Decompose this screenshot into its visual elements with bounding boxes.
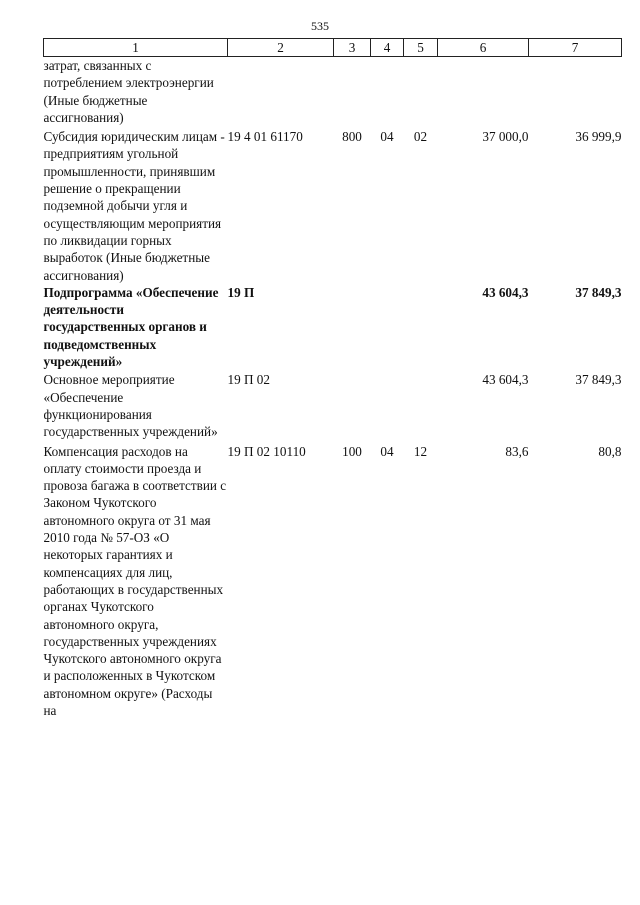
row-pr: 02 [413, 129, 428, 145]
column-header: 5 [404, 39, 438, 57]
row-pr: 12 [413, 443, 428, 459]
row-vr [334, 57, 371, 127]
column-header: 3 [334, 39, 371, 57]
row-pr [404, 57, 438, 127]
row-code: 19 П 02 [227, 372, 270, 388]
column-header: 2 [228, 39, 334, 57]
budget-table [43, 38, 622, 719]
row-name: Подпрограмма «Обеспечение деятельности государственных органов и подведомственных учреждений» [43, 284, 219, 370]
row-pr [404, 370, 438, 440]
row-sum-executed: 37 849,3 [575, 372, 622, 388]
row-code [228, 57, 334, 127]
row-sum-approved: 37 000,0 [482, 129, 529, 145]
row-code: 19 4 01 61170 [227, 129, 303, 145]
column-header: 1 [44, 39, 228, 57]
row-sum-executed: 80,8 [598, 443, 622, 459]
row-rz [371, 370, 404, 440]
table-row [44, 57, 622, 127]
row-vr: 100 [342, 443, 362, 459]
row-vr: 800 [342, 129, 362, 145]
table-row [44, 370, 622, 440]
row-rz [371, 284, 404, 370]
table-row [44, 126, 622, 284]
column-header: 4 [371, 39, 404, 57]
row-code: 19 П [227, 284, 255, 300]
column-header: 6 [438, 39, 529, 57]
row-rz: 04 [380, 443, 394, 459]
row-rz: 04 [380, 129, 394, 145]
table-row-subprogram [44, 284, 622, 370]
row-vr [334, 370, 371, 440]
row-pr [404, 284, 438, 370]
row-sum-executed: 37 849,3 [575, 284, 622, 300]
row-name: Основное мероприятие «Обеспечение функционирования государственных учреждений» [43, 372, 218, 440]
column-header: 7 [529, 39, 622, 57]
table-row [44, 441, 622, 720]
row-sum-approved: 83,6 [505, 443, 529, 459]
page-number: 535 [311, 19, 329, 33]
row-rz [371, 57, 404, 127]
row-name: Субсидия юридическим лицам - предприятиям угольной промышленности, принявшим решение о прекращении подземной добычи угля и осуществляющим мероприятия по ликвидации горных выработок (Иные бюджетные ассигнования) [43, 129, 225, 283]
column-number-row [44, 39, 622, 57]
row-sum-executed [529, 57, 622, 127]
row-sum-approved: 43 604,3 [482, 284, 529, 300]
row-name: затрат, связанных с потреблением электроэнергии (Иные бюджетные ассигнования) [43, 58, 214, 125]
row-sum-approved [438, 57, 529, 127]
row-name: Компенсация расходов на оплату стоимости проезда и провоза багажа в соответствии с Законом Чукотского автономного округа от 31 мая 2010 года № 57-ОЗ «О некоторых гарантиях и компенсациях для лиц, работающих в государственных органах Чукотского автономного округа, государственных учреждениях Чукотского автономного округа и расположенных в Чукотском автономном округе» (Расходы на [43, 443, 227, 718]
row-vr [334, 284, 371, 370]
row-sum-executed: 36 999,9 [575, 129, 622, 145]
row-code: 19 П 02 10110 [227, 443, 306, 459]
row-sum-approved: 43 604,3 [482, 372, 529, 388]
